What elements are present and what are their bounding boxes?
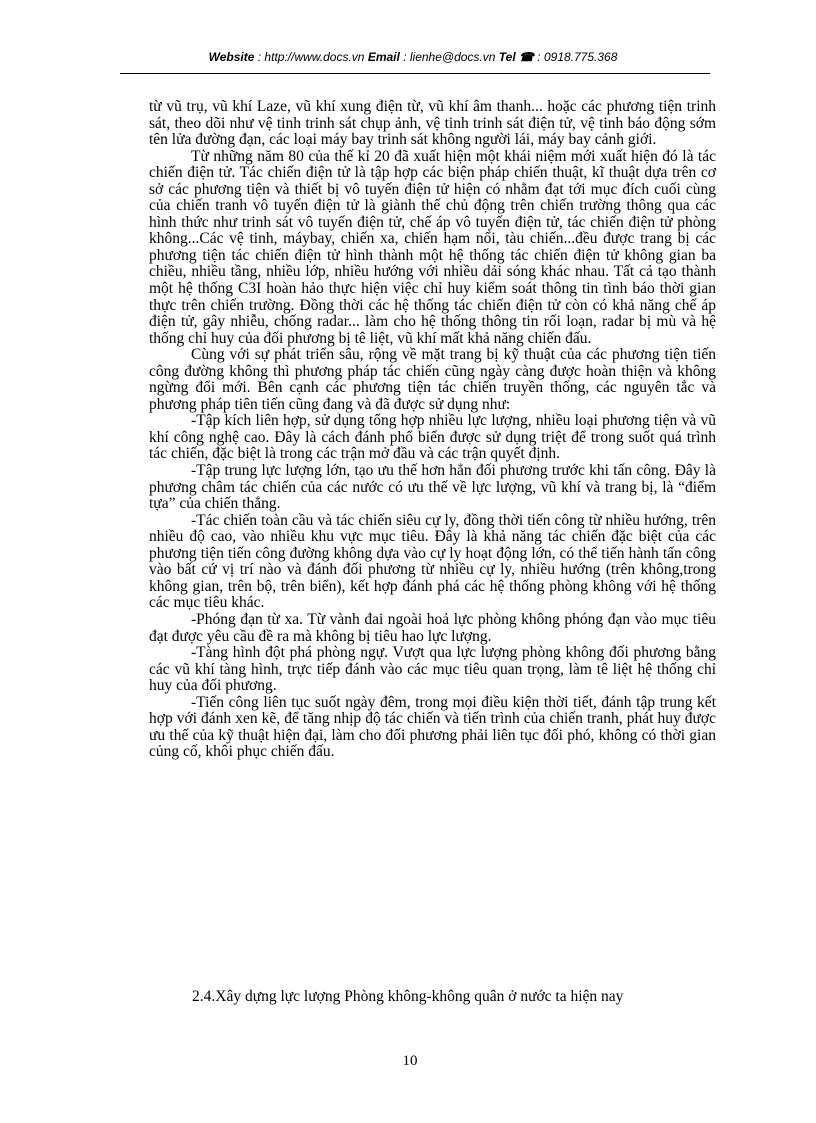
tel-label: Tel ☎ — [498, 50, 534, 64]
page-header — [120, 50, 706, 72]
page-number: 10 — [402, 1053, 418, 1069]
paragraph: -Phóng đạn từ xa. Từ vành đai ngoài hoả lực phòng không phóng đạn vào mục tiêu đạt được yêu cầu đề ra mà không bị tiêu hao lực lượng. — [149, 610, 716, 645]
paragraph: -Tập kích liên hợp, sử dụng tổng hợp nhiều lực lượng, nhiều loại phương tiện và vũ khí công nghệ cao. Đây là cách đánh phổ biến được sử dụng triệt để trong suốt quá trình tác chiến, đặc biệt là trong các trận mở đầu và các trận quyết định. — [149, 412, 716, 463]
website-value[interactable]: : http://www.docs.vn — [257, 50, 365, 64]
body-text — [149, 99, 716, 761]
tel-value: : 0918.775.368 — [537, 50, 618, 64]
email-value[interactable]: : lienhe@docs.vn — [403, 50, 496, 64]
paragraph: Từ những năm 80 của thế kỉ 20 đã xuất hiện một khái niệm mới xuất hiện đó là tác chiến điện tử. Tác chiến điện tử là tập hợp các biện pháp chiến thuật, kĩ thuật dựa trên cơ sở các phương tiện và thiết bị vô tuyến điện tử hiện có nhằm đạt tới mục đích cuối cùng của chiến tranh vô tuyến điện tử là giành thế chủ động trên chiến trường thông qua các hình thức như trinh sát vô tuyến điện tử, chế áp vô tuyến điện tử, tác chiến điện tử phòng không...Các vệ tinh, máybay, chiến xa, chiến hạm nổi, tàu chiến...đều được trang bị các phương tiện tác chiến điện tử hình thành một hệ thống tác chiến điện tử không gian ba chiều, nhiều tầng, nhiều lớp, nhiều hướng với nhiều dải sóng khác nhau. Tất cả tạo thành một hệ thống C3I hoàn hảo thực hiện việc chỉ huy kiểm soát thông tin tình báo thời gian thực trên chiến trường. Đồng thời các hệ thống tác chiến điện tử còn có khả năng chế áp điện tử, gây nhiễu, chống radar... làm cho hệ thống thông tin rối loạn, radar bị mù và hệ thống chỉ huy của đối phương bị tê liệt, vũ khí mất khả năng chiến đấu. — [149, 147, 716, 347]
paragraph: -Tàng hình đột phá phòng ngự. Vượt qua lực lượng phòng không đối phương bằng các vũ khí tàng hình, trực tiếp đánh vào các mục tiêu quan trọng, làm tê liệt hệ thống chỉ huy của đối phương. — [149, 644, 716, 695]
section-heading: 2.4.Xây dựng lực lượng Phòng không-không quân ở nước ta hiện nay — [192, 988, 624, 1005]
paragraph: từ vũ trụ, vũ khí Laze, vũ khí xung điện từ, vũ khí âm thanh... hoặc các phương tiện trinh sát, theo dõi như vệ tinh trinh sát chụp ảnh, vệ tinh trinh sát điện tử, vệ tinh báo động sớm tên lửa đường đạn, các loại máy bay trinh sát không người lái, máy bay cảnh giới. — [149, 98, 716, 149]
website-label: Website — [208, 50, 255, 64]
paragraph: -Tập trung lực lượng lớn, tạo ưu thế hơn hẳn đối phương trước khi tấn công. Đây là phương châm tác chiến của các nước có ưu thế về lực lượng, vũ khí và trang bị, là “điểm tựa” của chiến thắng. — [149, 462, 716, 513]
header-divider — [120, 73, 710, 74]
paragraph: Cùng với sự phát triển sâu, rộng về mặt trang bị kỹ thuật của các phương tiện tiến công đường không thì phương pháp tác chiến cũng ngày càng được hoàn thiện và không ngừng đổi mới. Bên cạnh các phương tiện tác chiến truyền thống, các nguyên tắc và phương pháp tiên tiến cũng đang và đã được sử dụng như: — [149, 346, 716, 413]
paragraph: -Tác chiến toàn cầu và tác chiến siêu cự ly, đồng thời tiến công từ nhiều hướng, trên nhiều độ cao, vào nhiều khu vực mục tiêu. Đây là khả năng tác chiến đặc biệt của các phương tiện tiến công đường không dựa vào cự ly hoạt động lớn, có thể tiến hành tấn công vào bất cứ vị trí nào và đánh đối phương từ nhiều cự ly, nhiều hướng (trên không,trong không gian, trên bộ, trên biển), kết hợp đánh phá các hệ thống phòng không với hệ thống các mục tiêu khác. — [149, 511, 716, 612]
email-label: Email — [367, 50, 400, 64]
paragraph: -Tiến công liên tục suốt ngày đêm, trong mọi điều kiện thời tiết, đánh tập trung kết hợp với đánh xen kẽ, để tăng nhịp độ tác chiến và tiến trình của chiến tranh, phát huy được ưu thế của kỹ thuật hiện đại, làm cho đối phương phải liên tục đối phó, không có thời gian củng cố, khôi phục chiến đấu. — [149, 693, 716, 761]
